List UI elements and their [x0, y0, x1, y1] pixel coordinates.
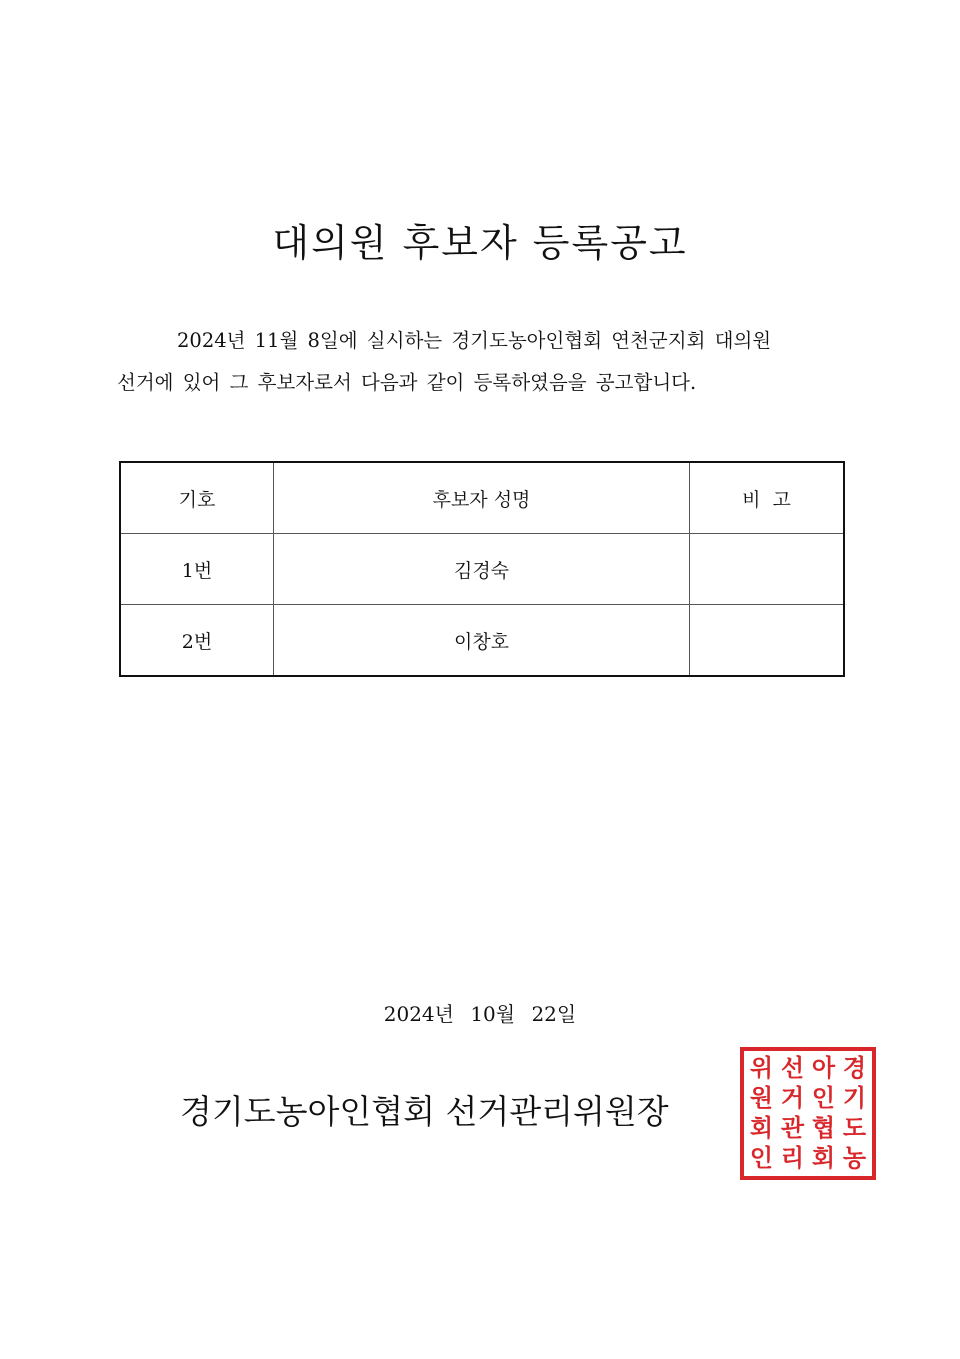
seal-glyph: 회: [749, 1114, 774, 1143]
paragraph-line-1: 2024년 11월 8일에 실시하는 경기도농아인협회 연천군지회 대의원: [177, 329, 772, 352]
candidate-name: 김경숙: [274, 534, 690, 605]
signature-line: 경기도농아인협회 선거관리위원장: [180, 1092, 669, 1131]
seal-glyph: 회: [811, 1144, 836, 1173]
seal-glyph: 원: [749, 1083, 774, 1112]
seal-glyph: 인: [749, 1144, 774, 1173]
candidate-table: [119, 461, 845, 677]
seal-glyph: 농: [842, 1144, 867, 1173]
candidate-name: 이창호: [274, 605, 690, 677]
header-number: 기호: [120, 462, 274, 534]
seal-glyph: 기: [842, 1083, 867, 1112]
candidate-number: 2번: [120, 605, 274, 677]
seal-glyph: 거: [780, 1083, 805, 1112]
seal-glyph: 관: [780, 1114, 805, 1143]
table-row: [120, 605, 844, 677]
seal-glyph: 경: [842, 1053, 867, 1082]
official-seal-stamp: [740, 1047, 876, 1180]
seal-glyph: 협: [811, 1114, 836, 1143]
seal-column: [747, 1053, 777, 1174]
candidate-note: [690, 534, 845, 605]
table-header-row: [120, 462, 844, 534]
seal-glyph: 도: [842, 1114, 867, 1143]
seal-glyph: 인: [811, 1083, 836, 1112]
seal-column: [809, 1053, 839, 1174]
header-name: 후보자 성명: [274, 462, 690, 534]
announcement-date: 2024년 10월 22일: [383, 1002, 577, 1026]
candidate-note: [690, 605, 845, 677]
seal-glyph: 리: [780, 1144, 805, 1173]
seal-column: [840, 1053, 870, 1174]
paragraph-line-2: 선거에 있어 그 후보자로서 다음과 같이 등록하였음을 공고합니다.: [117, 371, 697, 394]
seal-glyph: 아: [811, 1053, 836, 1082]
table-row: [120, 534, 844, 605]
header-note: 비 고: [690, 462, 845, 534]
candidate-number: 1번: [120, 534, 274, 605]
seal-glyph: 위: [749, 1053, 774, 1082]
announcement-paragraph: [117, 320, 857, 404]
page-title: 대의원 후보자 등록공고: [272, 221, 688, 265]
seal-glyph: 선: [780, 1053, 805, 1082]
seal-column: [778, 1053, 808, 1174]
